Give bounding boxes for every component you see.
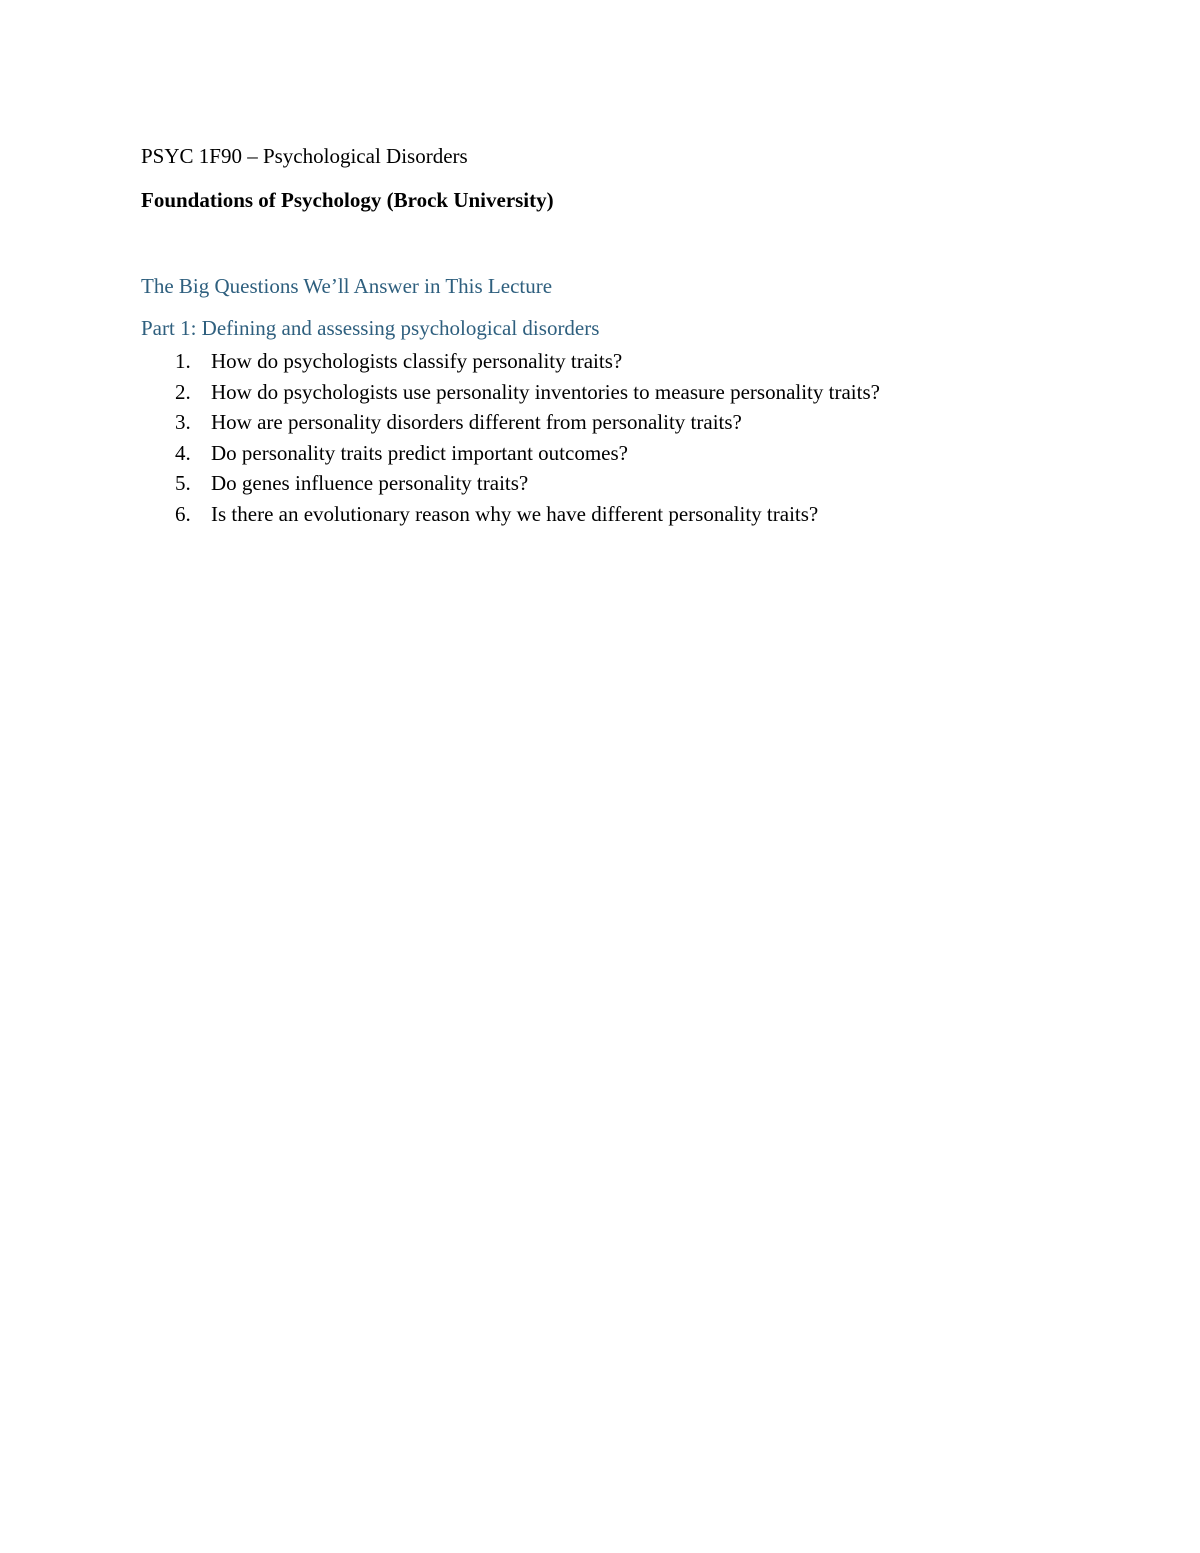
document-subtitle: Foundations of Psychology (Brock University)	[141, 188, 554, 212]
question-number: 5.	[175, 471, 191, 495]
question-text: Is there an evolutionary reason why we have different personality traits?	[211, 501, 819, 526]
question-number: 3.	[175, 410, 191, 434]
question-number: 4.	[175, 440, 191, 465]
question-number: 2.	[175, 379, 191, 404]
question-item	[141, 499, 1061, 530]
question-text: How do psychologists classify personality traits?	[211, 349, 623, 373]
document-title: PSYC 1F90 – Psychological Disorders	[141, 144, 468, 168]
question-text: Do personality traits predict important outcomes?	[211, 440, 628, 465]
part-heading: Part 1: Defining and assessing psychological disorders	[141, 316, 600, 340]
section-heading: The Big Questions We’ll Answer in This Lecture	[141, 274, 553, 298]
question-item	[141, 377, 1061, 408]
question-text: How do psychologists use personality inventories to measure personality traits?	[211, 379, 880, 404]
question-item	[141, 346, 1061, 377]
question-text: Do genes influence personality traits?	[211, 471, 529, 495]
document-content	[141, 140, 1061, 529]
question-item	[141, 468, 1061, 499]
question-number: 1.	[175, 349, 191, 373]
question-list	[141, 346, 1061, 529]
question-item	[141, 438, 1061, 469]
question-text: How are personality disorders different from personality traits?	[211, 410, 742, 434]
question-number: 6.	[175, 501, 191, 526]
question-item	[141, 407, 1061, 438]
